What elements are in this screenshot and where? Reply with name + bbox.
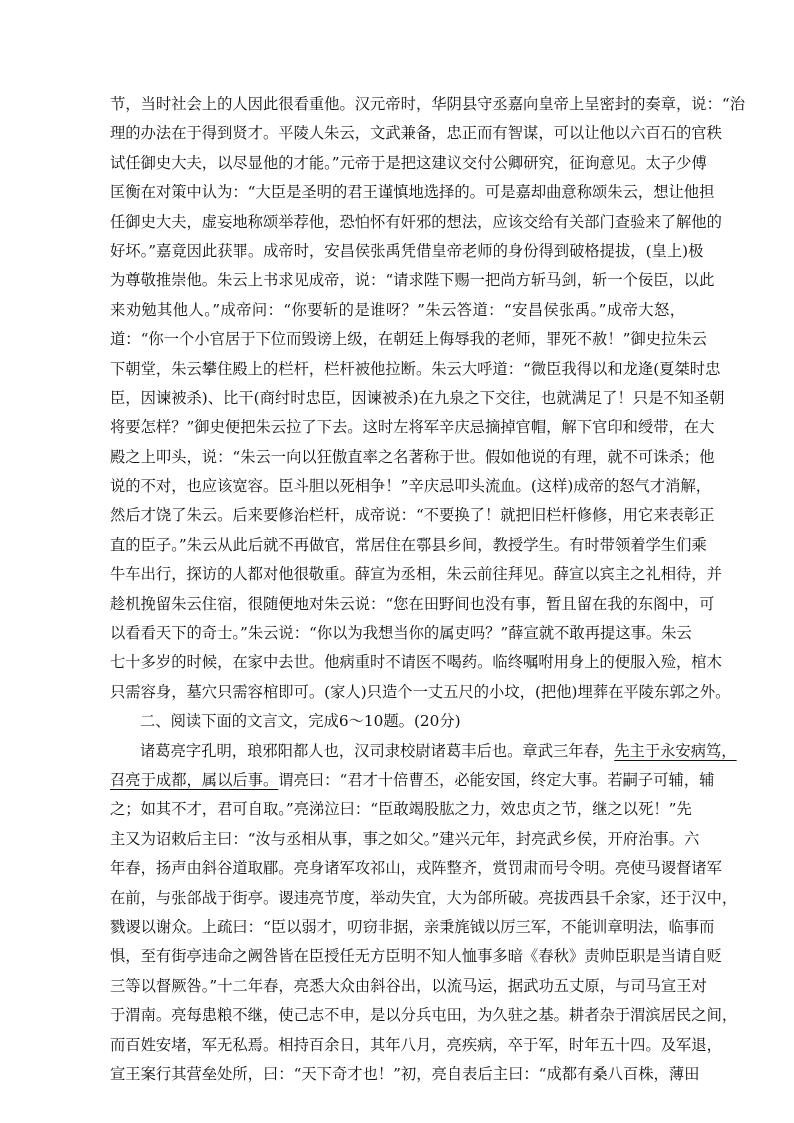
underlined-sentence: 先主于永安病笃， (614, 741, 737, 760)
text-line: 七十多岁的时候，在家中去世。他病重时不请医不喝药。临终嘱咐用身上的便服入殓，棺木 (110, 653, 722, 672)
text-line: 任御史大夫，虚妄地称颂举荐他，恐怕怀有奸邪的想法，应该交给有关部门查验来了解他的 (110, 212, 722, 231)
text-line: 匡衡在对策中认为：“大臣是圣明的君王谨慎地选择的。可是嘉却曲意称颂朱云，想让他担 (110, 183, 715, 202)
text-line: 下朝堂，朱云攀住殿上的栏杆，栏杆被他拉断。朱云大呼道：“微臣我得以和龙逄(夏桀时忠 (110, 359, 721, 378)
text-line: 只需容身，墓穴只需容棺即可。(家人)只造个一丈五尺的小坟，(把他)埋葬在平陵东郭之外。 (110, 682, 731, 701)
text-line: 试任御史大夫，以尽显他的才能。”元帝于是把这建议交付公卿研究，征询意见。太子少傅 (110, 153, 707, 172)
text-line: 为尊敬推崇他。朱云上书求见成帝，说：“请求陛下赐一把尚方斩马剑，斩一个佞臣，以此 (110, 271, 715, 290)
text-line: 戮谡以谢众。上疏曰：“臣以弱才，叨窃非据，亲秉旄钺以厉三军，不能训章明法，临事而 (110, 917, 715, 936)
text-line (110, 737, 737, 766)
text-line: 将要怎样？”御史便把朱云拉了下去。这时左将军辛庆忌摘掉官帽，解下官印和绶带，在大 (110, 418, 715, 437)
translation-paragraph (110, 90, 745, 707)
text-line: 宣王案行其营垒处所，曰：“天下奇才也！”初，亮自表后主曰：“成都有桑八百株，薄田 (110, 1064, 700, 1083)
text-line: 直的臣子。”朱云从此后就不再做官，常居住在鄠县乡间，教授学生。有时带领着学生们乘 (110, 535, 707, 554)
text-line: 而百姓安堵，军无私焉。相持百余日，其年八月，亮疾病，卒于军，时年五十四。及军退， (110, 1035, 722, 1054)
text-line: 年春，扬声由斜谷道取郿。亮身诸军攻祁山，戎阵整齐，赏罚肃而号令明。亮使马谡督诸军 (110, 859, 722, 878)
text-segment: 谓亮曰：“君才十倍曹丕，必能安国，终定大事。若嗣子可辅，辅 (278, 770, 715, 789)
text-line: 于渭南。亮每患粮不继，使己志不申，是以分兵屯田，为久驻之基。耕者杂于渭滨居民之间， (110, 1006, 738, 1025)
text-line: 以看看天下的奇士。”朱云说：“你以为我想当你的属吏吗？”薛宣就不敢再提这事。朱云 (110, 624, 692, 643)
text-line: 之；如其不才，君可自取。”亮涕泣曰：“臣敢竭股肱之力，效忠贞之节，继之以死！”先 (110, 800, 692, 819)
text-line: 理的办法在于得到贤才。平陵人朱云，文武兼备，忠正而有智谋，可以让他以六百石的官秩 (110, 124, 722, 143)
text-line: 来劝勉其他人。”成帝问：“你要斩的是谁呀？”朱云答道：“安昌侯张禹。”成帝大怒， (110, 300, 685, 319)
text-line: 牛车出行，探访的人都对他很敬重。薛宣为丞相，朱云前往拜见。薛宣以宾主之礼相待，并 (110, 565, 722, 584)
section-heading: 二、阅读下面的文言文，完成6～10题。(20分) (140, 712, 461, 731)
underlined-sentence: 召亮于成都，属以后事。 (110, 770, 279, 789)
text-line: 节，当时社会上的人因此很看重他。汉元帝时，华阴县守丞嘉向皇帝上呈密封的奏章，说：“治 (110, 95, 745, 113)
text-line: 道：“你一个小官居于下位而毁谤上级，在朝廷上侮辱我的老师，罪死不赦！”御史拉朱云 (110, 330, 707, 349)
text-line: 主又为诏敕后主曰：“汝与丞相从事，事之如父。”建兴元年，封亮武乡侯，开府治事。六 (110, 829, 700, 848)
text-segment: 诸葛亮字孔明，琅邪阳都人也，汉司隶校尉诸葛丰后也。章武三年春， (140, 741, 615, 760)
text-line: 趁机挽留朱云住宿，很随便地对朱云说：“您在田野间也没有事，暂且留在我的东阁中，可 (110, 594, 715, 613)
text-line: 然后才饶了朱云。后来要修治栏杆，成帝说：“不要换了！就把旧栏杆修修，用它来表彰正 (110, 506, 715, 525)
text-line: 说的不对，也应该宽容。臣斗胆以死相争！”辛庆忌叩头流血。(这样)成帝的怒气才消解， (110, 477, 712, 496)
text-line: 臣，因谏被杀)、比干(商纣时忠臣，因谏被杀)在九泉之下交往，也就满足了！只是不知圣朝 (110, 388, 725, 407)
text-line (110, 766, 715, 795)
text-line: 惧，至有街亭违命之阙咎皆在臣授任无方臣明不知人恤事多暗《春秋》责帅臣职是当请自贬 (110, 947, 722, 966)
classical-text-paragraph (110, 737, 738, 1090)
text-line: 在前，与张郃战于街亭。谡违亮节度，举动失宜，大为郃所破。亮拔西县千余家，还于汉中， (110, 888, 738, 907)
document-page (110, 90, 745, 1089)
text-line: 殿之上叩头，说：“朱云一向以狂傲直率之名著称于世。假如他说的有理，就不可诛杀；他 (110, 447, 715, 466)
text-line: 好坏。”嘉竟因此获罪。成帝时，安昌侯张禹凭借皇帝老师的身份得到破格提拔，(皇上)极 (110, 241, 704, 260)
text-line: 三等以督厥咎。”十二年春，亮悉大众由斜谷出，以流马运，据武功五丈原，与司马宣王对 (110, 976, 707, 995)
